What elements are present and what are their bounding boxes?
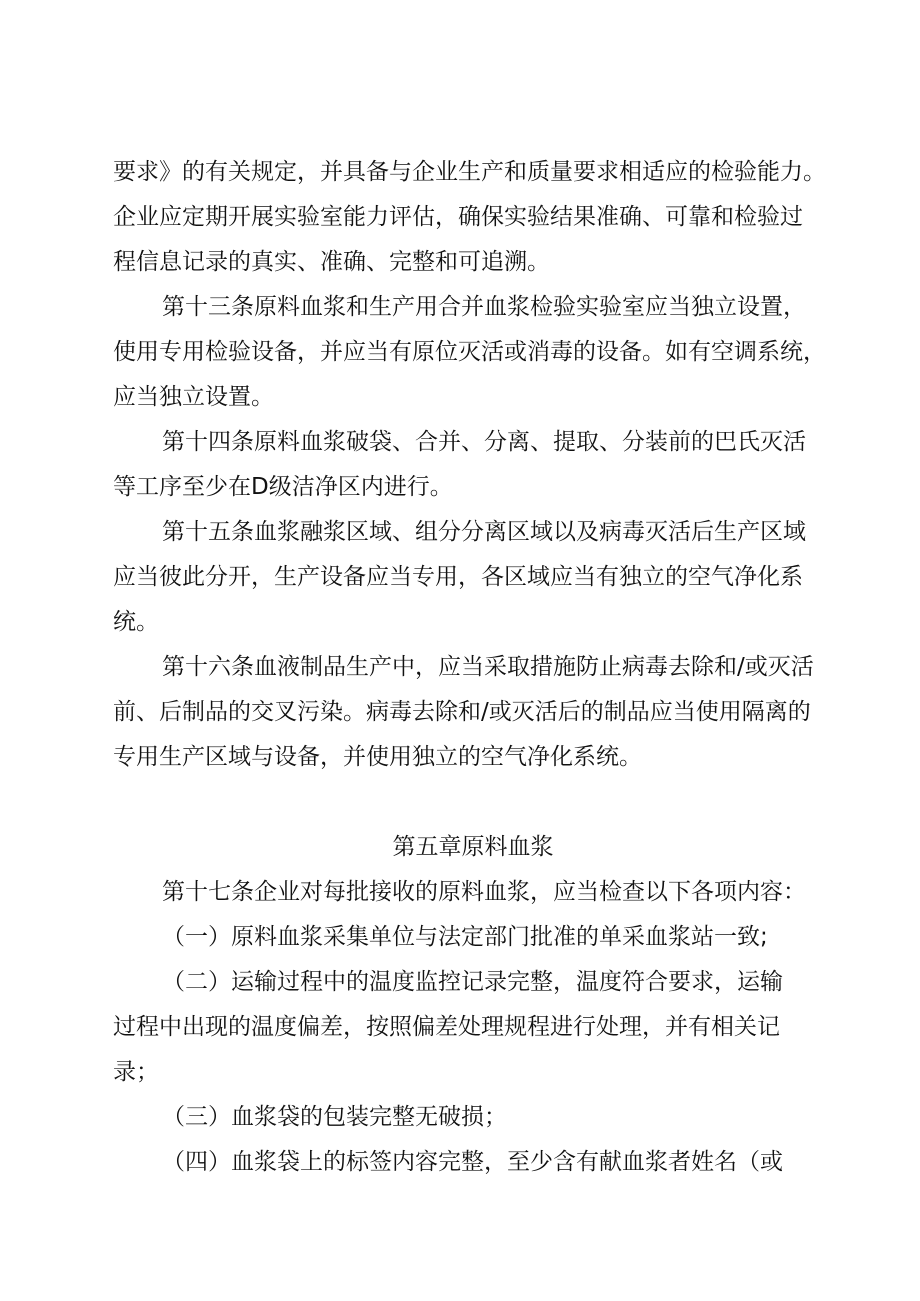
text-line: 应当独立设置。 bbox=[113, 384, 274, 410]
text-line: 使用专用检验设备，并应当有原位灭活或消毒的设备。如有空调系统， bbox=[113, 339, 826, 365]
text-line: 过程中出现的温度偏差，按照偏差处理规程进行处理，并有相关记 bbox=[113, 1014, 780, 1040]
article-16-start: 第十六条血液制品生产中，应当采取措施防止病毒去除和/或灭活 bbox=[162, 654, 814, 680]
text-line: 要求》的有关规定，并具备与企业生产和质量要求相适应的检验能力。 bbox=[113, 159, 826, 185]
text-line: 专用生产区域与设备，并使用独立的空气净化系统。 bbox=[113, 744, 642, 770]
article-13-start: 第十三条原料血浆和生产用合并血浆检验实验室应当独立设置， bbox=[162, 294, 806, 320]
list-item-3: （三）血浆袋的包装完整无破损； bbox=[162, 1104, 507, 1130]
article-17-start: 第十七条企业对每批接收的原料血浆，应当检查以下各项内容： bbox=[162, 879, 806, 905]
article-15-start: 第十五条血浆融浆区域、组分分离区域以及病毒灭活后生产区域 bbox=[162, 519, 806, 545]
text-line: 录； bbox=[113, 1059, 159, 1085]
document-body bbox=[113, 150, 833, 1185]
text-line: 统。 bbox=[113, 609, 159, 635]
spacer bbox=[113, 780, 833, 825]
chapter-heading: 第五章原料血浆 bbox=[392, 834, 554, 860]
list-item-1: （一）原料血浆采集单位与法定部门批准的单采血浆站一致; bbox=[162, 924, 768, 950]
list-item-4: （四）血浆袋上的标签内容完整，至少含有献血浆者姓名（或 bbox=[162, 1149, 783, 1175]
text-line: 程信息记录的真实、准确、完整和可追溯。 bbox=[113, 249, 550, 275]
text-line: 前、后制品的交叉污染。病毒去除和/或灭活后的制品应当使用隔离的 bbox=[113, 699, 811, 725]
list-item-2: （二）运输过程中的温度监控记录完整，温度符合要求，运输 bbox=[162, 969, 783, 995]
text-line: 等工序至少在D级洁净区内进行。 bbox=[113, 474, 453, 500]
text-line: 企业应定期开展实验室能力评估，确保实验结果准确、可靠和检验过 bbox=[113, 204, 803, 230]
article-14-start: 第十四条原料血浆破袋、合并、分离、提取、分装前的巴氏灭活 bbox=[162, 429, 806, 455]
text-line: 应当彼此分开，生产设备应当专用，各区域应当有独立的空气净化系 bbox=[113, 564, 803, 590]
